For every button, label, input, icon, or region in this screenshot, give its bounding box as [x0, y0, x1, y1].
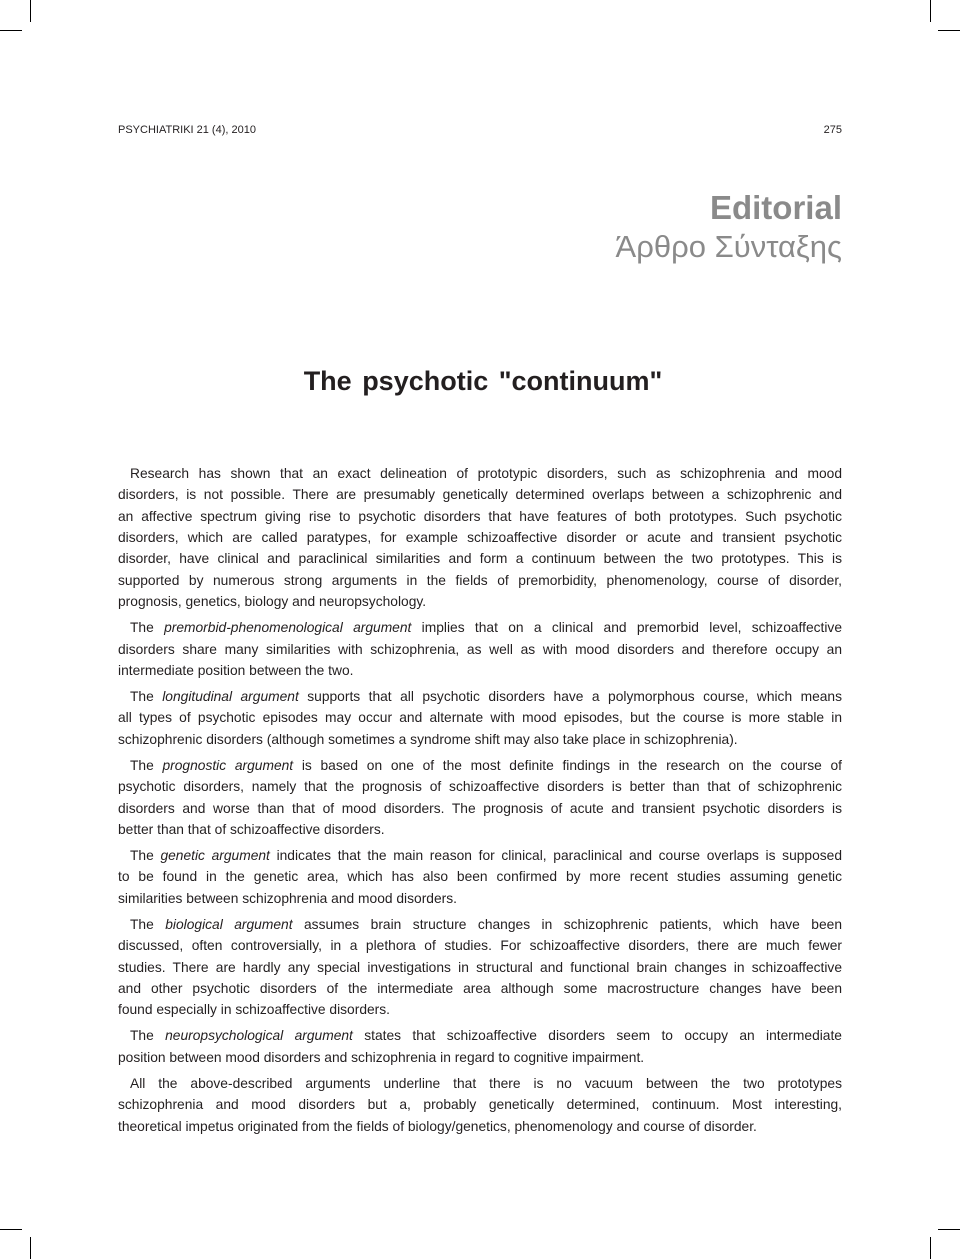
- crop-mark-bottom-right-vertical: [930, 1237, 931, 1259]
- text-line: [118, 617, 842, 638]
- paragraph: [118, 914, 842, 1021]
- line-text: The: [130, 848, 161, 864]
- text-line: [118, 686, 842, 707]
- text-line: an affective spectrum giving rise to psychotic disorders that have features of both prototypes. Such psychotic: [118, 508, 842, 524]
- argument-term: premorbid-phenomenological argument: [164, 620, 412, 636]
- crop-mark-bottom-right-horizontal: [938, 1229, 960, 1230]
- text-line: and other psychotic disorders of the intermediate area although some macrostructure changes have been: [118, 980, 842, 996]
- line-text: states that schizoaffective disorders seem to occupy an intermediate: [352, 1028, 842, 1044]
- line-text: The: [130, 689, 163, 705]
- crop-mark-bottom-left-horizontal: [0, 1229, 22, 1230]
- text-line: psychotic disorders, namely that the prognosis of schizoaffective disorders is better than that of schizophrenic: [118, 779, 842, 795]
- line-text: The: [130, 916, 166, 932]
- text-line: disorders share many similarities with schizophrenia, as well as with mood disorders and therefore occupy an: [118, 641, 842, 657]
- argument-term: genetic argument: [160, 848, 270, 864]
- argument-term: neuropsychological argument: [165, 1028, 353, 1044]
- text-line: prognosis, genetics, biology and neuropsychology.: [118, 594, 427, 610]
- line-text: The: [130, 757, 163, 773]
- text-line: found especially in schizoaffective disorders.: [118, 1002, 390, 1018]
- text-line: schizophrenia and mood disorders but a, probably genetically determined, continuum. Most interesting,: [118, 1097, 842, 1113]
- text-line: studies. There are hardly any special investigations in structural and functional brain changes in schizoaffective: [118, 959, 842, 975]
- argument-term: longitudinal argument: [162, 689, 299, 705]
- text-line: all types of psychotic episodes may occur and alternate with mood episodes, but the course is more stable in: [118, 710, 842, 726]
- text-line: better than that of schizoaffective disorders.: [118, 821, 385, 837]
- section-heading-english: Editorial: [709, 189, 842, 226]
- line-text: The: [130, 620, 165, 636]
- text-line: supported by numerous strong arguments in the fields of premorbidity, phenomenology, course of disorder,: [118, 572, 842, 588]
- line-text: is based on one of the most definite findings in the research on the course of: [293, 757, 843, 773]
- section-heading-greek: Άρθρο Σύνταξης: [615, 229, 842, 264]
- paragraph: [118, 1025, 842, 1068]
- crop-mark-bottom-left-vertical: [30, 1237, 31, 1259]
- crop-mark-top-right-vertical: [930, 0, 931, 22]
- running-head: [118, 123, 842, 137]
- crop-mark-top-left-horizontal: [0, 30, 22, 31]
- line-text: supports that all psychotic disorders have a polymorphous course, which means: [298, 689, 842, 705]
- page-number: 275: [823, 124, 842, 136]
- article-body: [118, 463, 842, 1137]
- article-title: The psychotic "continuum": [303, 366, 663, 396]
- text-line: [118, 845, 842, 866]
- text-line: similarities between schizophrenia and mood disorders.: [118, 890, 457, 906]
- text-line: discussed, often controversially, in a plethora of studies. For schizoaffective disorders, there are much fewer: [118, 938, 842, 954]
- argument-term: prognostic argument: [162, 757, 294, 773]
- text-line: position between mood disorders and schizophrenia in regard to cognitive impairment.: [118, 1049, 645, 1065]
- text-line: disorders, is not possible. There are presumably genetically determined overlaps between a schizophrenic and: [118, 487, 842, 503]
- text-line: [118, 914, 842, 935]
- text-line: Research has shown that an exact delineation of prototypic disorders, such as schizophrenia and mood: [130, 466, 842, 481]
- paragraph: [118, 1073, 842, 1137]
- text-line: disorders, which are called paratypes, for example schizoaffective disorder or acute and transient psychotic: [118, 530, 842, 546]
- paragraph: [118, 845, 842, 909]
- line-text: implies that on a clinical and premorbid level, schizoaffective: [411, 620, 843, 636]
- paragraph: [118, 617, 842, 681]
- text-line: schizophrenic disorders (although sometimes a syndrome shift may also take place in schizophrenia).: [118, 731, 738, 747]
- text-line: theoretical impetus originated from the fields of biology/genetics, phenomenology and course of disorder.: [118, 1118, 757, 1134]
- line-text: assumes brain structure changes in schizophrenic patients, which have been: [292, 916, 842, 932]
- text-line: All the above-described arguments underline that there is no vacuum between the two prototypes: [130, 1075, 842, 1091]
- text-line: to be found in the genetic area, which has also been confirmed by more recent studies assuming genetic: [118, 869, 842, 885]
- crop-mark-top-left-vertical: [30, 0, 31, 22]
- text-line: intermediate position between the two.: [118, 662, 354, 678]
- paragraph: [118, 755, 842, 840]
- line-text: indicates that the main reason for clinical, paraclinical and course overlaps is supposed: [269, 848, 843, 864]
- journal-citation: PSYCHIATRIKI 21 (4), 2010: [118, 124, 256, 136]
- text-line: disorder, have clinical and paraclinical similarities and form a continuum between the two prototypes. This is: [118, 551, 842, 567]
- line-text: The: [130, 1028, 166, 1044]
- text-line: [118, 755, 842, 776]
- text-line: disorders and worse than that of mood disorders. The prognosis of acute and transient psychotic disorders is: [118, 800, 842, 816]
- paragraph: [118, 686, 842, 750]
- text-line: [118, 1025, 842, 1046]
- argument-term: biological argument: [165, 916, 293, 932]
- crop-mark-top-right-horizontal: [938, 30, 960, 31]
- paragraph: [118, 463, 842, 612]
